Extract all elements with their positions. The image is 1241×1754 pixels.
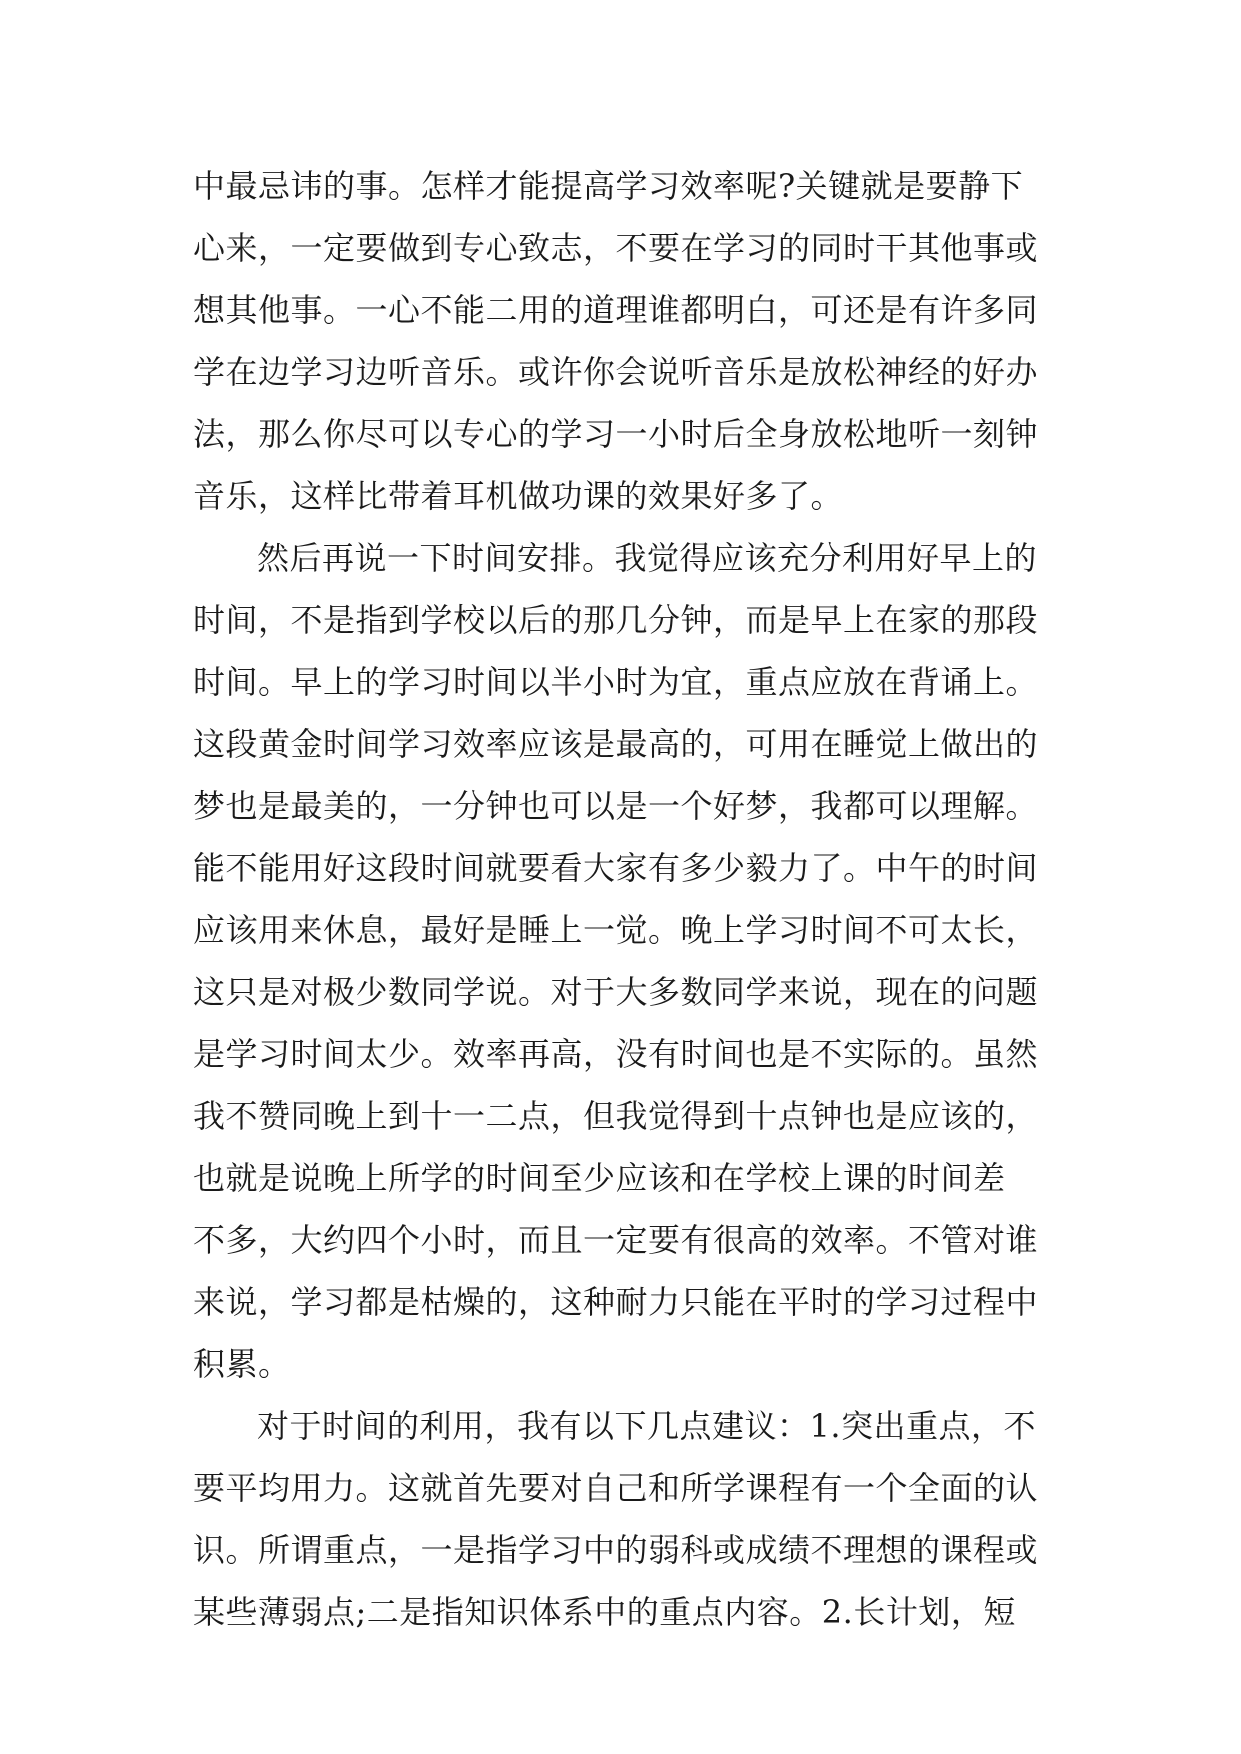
- text-line: 某些薄弱点;二是指知识体系中的重点内容。2.长计划，短: [193, 1593, 1016, 1631]
- text-line: 要平均用力。这就首先要对自己和所学课程有一个全面的认: [193, 1469, 1039, 1507]
- text-line: 是学习时间太少。效率再高，没有时间也是不实际的。虽然: [193, 1035, 1039, 1073]
- text-line: 心来，一定要做到专心致志，不要在学习的同时干其他事或: [193, 229, 1039, 267]
- text-line: 音乐，这样比带着耳机做功课的效果好多了。: [193, 477, 844, 515]
- text-line: 时间，不是指到学校以后的那几分钟，而是早上在家的那段: [193, 601, 1039, 639]
- text-line: 能不能用好这段时间就要看大家有多少毅力了。中午的时间: [193, 849, 1039, 887]
- text-line: 不多，大约四个小时，而且一定要有很高的效率。不管对谁: [193, 1221, 1039, 1259]
- text-line: 也就是说晚上所学的时间至少应该和在学校上课的时间差: [193, 1159, 1006, 1197]
- text-line: 中最忌讳的事。怎样才能提高学习效率呢?关键就是要静下: [193, 167, 1024, 205]
- text-line: 应该用来休息，最好是睡上一觉。晚上学习时间不可太长，: [193, 911, 1039, 949]
- text-line: 这段黄金时间学习效率应该是最高的，可用在睡觉上做出的: [193, 725, 1039, 763]
- text-line: 这只是对极少数同学说。对于大多数同学来说，现在的问题: [193, 973, 1039, 1011]
- paragraph-first-line: 对于时间的利用，我有以下几点建议：1.突出重点，不: [257, 1407, 1037, 1445]
- text-line: 来说，学习都是枯燥的，这种耐力只能在平时的学习过程中: [193, 1283, 1039, 1321]
- text-line: 学在边学习边听音乐。或许你会说听音乐是放松神经的好办: [193, 353, 1039, 391]
- paragraph-first-line: 然后再说一下时间安排。我觉得应该充分利用好早上的: [257, 539, 1038, 577]
- text-line: 我不赞同晚上到十一二点，但我觉得到十点钟也是应该的，: [193, 1097, 1039, 1135]
- text-line: 积累。: [193, 1345, 291, 1383]
- text-line: 想其他事。一心不能二用的道理谁都明白，可还是有许多同: [193, 291, 1039, 329]
- text-line: 法，那么你尽可以专心的学习一小时后全身放松地听一刻钟: [193, 415, 1039, 453]
- text-line: 时间。早上的学习时间以半小时为宜，重点应放在背诵上。: [193, 663, 1039, 701]
- text-line: 梦也是最美的，一分钟也可以是一个好梦，我都可以理解。: [193, 787, 1039, 825]
- text-line: 识。所谓重点，一是指学习中的弱科或成绩不理想的课程或: [193, 1531, 1039, 1569]
